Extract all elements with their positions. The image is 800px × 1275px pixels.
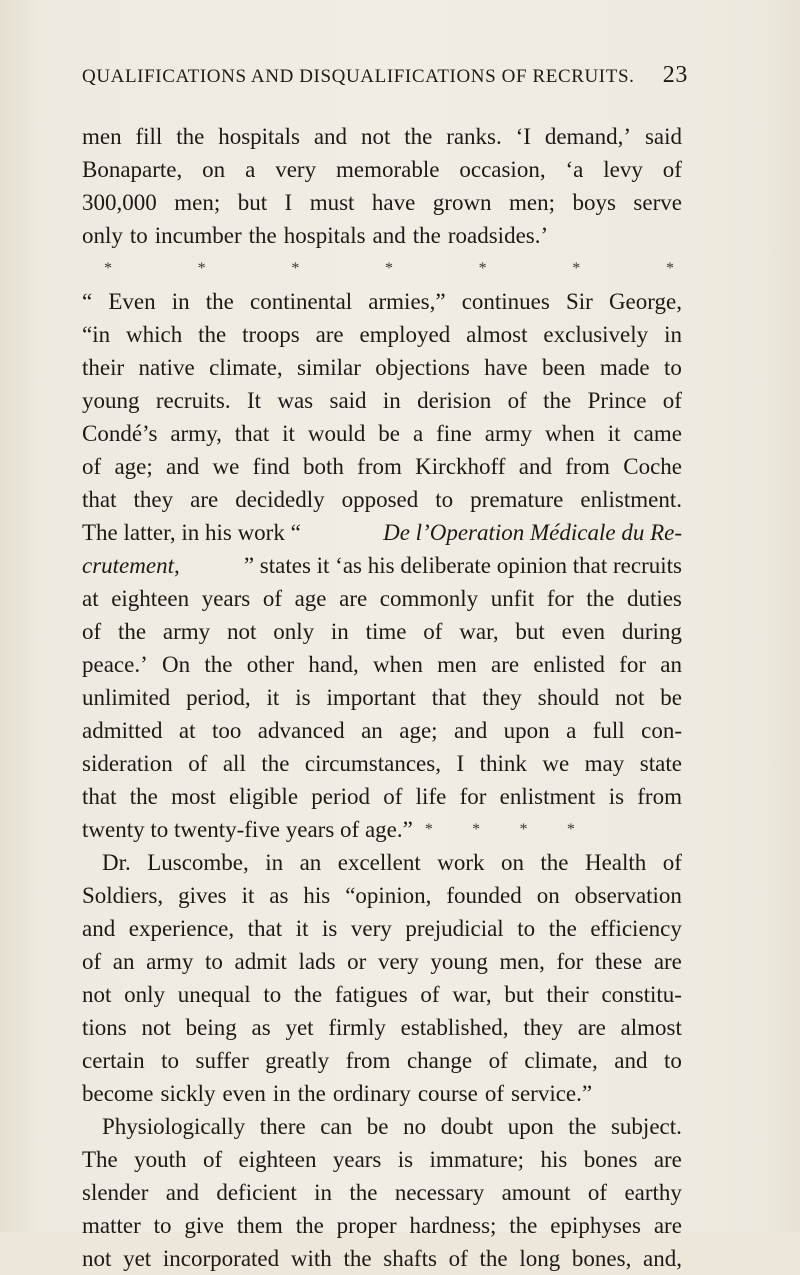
- text-fragment: twenty to twenty-five years of age.”: [82, 817, 413, 842]
- text-line: Bonaparte, on a very memorable occasion, ‘a levy of: [82, 157, 682, 182]
- text-line: Condé’s army, that it would be a fine army when it came: [82, 421, 682, 446]
- text-line: “ Even in the continental armies,” continues Sir George,: [82, 289, 682, 314]
- text-line: admitted at too advanced an age; and upon a full con-: [82, 718, 682, 743]
- text-line: 300,000 men; but I must have grown men; boys serve: [82, 190, 682, 215]
- text-line: that they are decidedly opposed to premature enlistment.: [82, 487, 682, 512]
- text-line: unlimited period, it is important that they should not be: [82, 685, 682, 710]
- text-line: tions not being as yet firmly established, they are almost: [82, 1015, 682, 1040]
- text-line: young recruits. It was said in derision of the Prince of: [82, 388, 682, 413]
- italic-book-title-cont: crutement,: [82, 553, 180, 578]
- text-line: become sickly even in the ordinary course of service.”: [82, 1081, 593, 1106]
- text-line: that the most eligible period of life for enlistment is from: [82, 784, 682, 809]
- text-line-italic-title: [82, 516, 682, 549]
- separator-star: *: [472, 821, 481, 838]
- text-line: only to incumber the hospitals and the roadsides.’: [82, 223, 549, 248]
- text-line: peace.’ On the other hand, when men are enlisted for an: [82, 652, 682, 677]
- text-fragment: ” states it ‘as his deliberate opinion that recruits: [243, 553, 682, 578]
- separator-star: *: [566, 821, 575, 838]
- text-line: The youth of eighteen years is immature; his bones are: [82, 1147, 682, 1172]
- text-line: Dr. Luscombe, in an excellent work on the Health of: [102, 850, 682, 875]
- text-line: Soldiers, gives it as his “opinion, founded on observation: [82, 883, 682, 908]
- separator-star: *: [572, 260, 581, 277]
- text-line-italic-title-cont: [82, 549, 682, 582]
- body-text: [82, 120, 682, 1275]
- text-line: men fill the hospitals and not the ranks. ‘I demand,’ said: [82, 124, 682, 149]
- text-line: of age; and we find both from Kirckhoff and from Coche: [82, 454, 682, 479]
- separator-star: *: [104, 260, 112, 277]
- text-line: not only unequal to the fatigues of war, but their constitu-: [82, 982, 682, 1007]
- separator-star: *: [478, 260, 487, 277]
- running-header: [82, 62, 688, 96]
- italic-book-title: De l’Operation Médicale du Re-: [383, 520, 682, 545]
- text-line: certain to suffer greatly from change of climate, and to: [82, 1048, 682, 1073]
- text-line: sideration of all the circumstances, I think we may state: [82, 751, 682, 776]
- page-number: 23: [662, 62, 688, 88]
- text-line: matter to give them the proper hardness; the epiphyses are: [82, 1213, 682, 1238]
- running-title: QUALIFICATIONS AND DISQUALIFICATIONS OF RECRUITS.: [82, 66, 635, 87]
- text-line: “in which the troops are employed almost exclusively in: [82, 322, 682, 347]
- text-line: at eighteen years of age are commonly unfit for the duties: [82, 586, 682, 611]
- separator-star: *: [665, 260, 674, 277]
- section-separator: [82, 252, 682, 285]
- text-line: slender and deficient in the necessary amount of earthy: [82, 1180, 682, 1205]
- text-line: not yet incorporated with the shafts of the long bones, and,: [82, 1246, 682, 1271]
- text-fragment: The latter, in his work “: [82, 520, 301, 545]
- text-line: of the army not only in time of war, but even during: [82, 619, 682, 644]
- inline-separator: [425, 813, 575, 846]
- separator-star: *: [519, 821, 528, 838]
- text-line-with-stars: [82, 813, 682, 846]
- text-line: their native climate, similar objections have been made to: [82, 355, 682, 380]
- text-line: and experience, that it is very prejudicial to the efficiency: [82, 916, 682, 941]
- text-line: of an army to admit lads or very young men, for these are: [82, 949, 682, 974]
- text-line: Physiologically there can be no doubt upon the subject.: [102, 1114, 682, 1139]
- separator-star: *: [424, 821, 433, 838]
- separator-star: *: [384, 260, 393, 277]
- separator-star: *: [291, 260, 300, 277]
- separator-star: *: [197, 260, 206, 277]
